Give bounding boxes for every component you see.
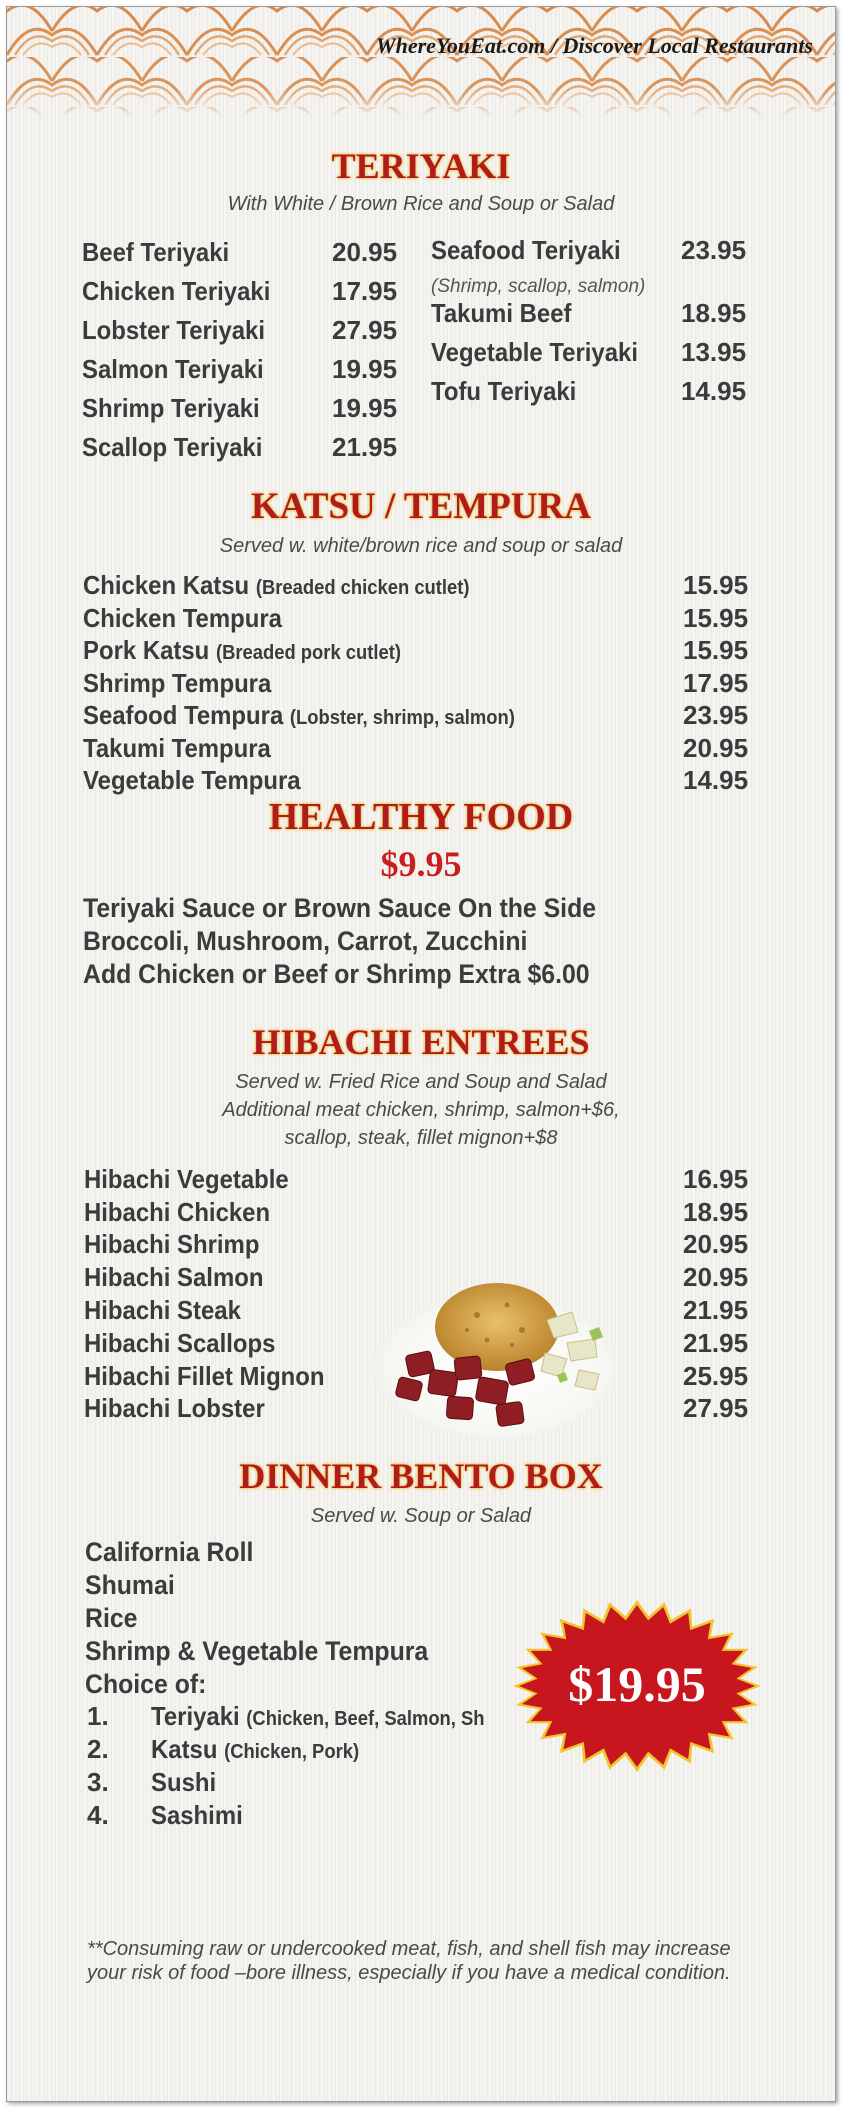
- menu-item-name: Seafood Tempura (Lobster, shrimp, salmon): [83, 700, 515, 730]
- menu-item-price: 23.95: [683, 700, 749, 730]
- hibachi-subtitle: Additional meat chicken, shrimp, salmon+$6,: [222, 1099, 620, 1121]
- menu-item-name: Shrimp Tempura: [83, 668, 272, 698]
- menu-item-name: Seafood Teriyaki: [431, 235, 621, 265]
- section-title-teriyaki: TERIYAKI: [331, 146, 511, 186]
- hibachi-food-image: [367, 1275, 627, 1445]
- katsu-subtitle: Served w. white/brown rice and soup or salad: [219, 535, 623, 557]
- choice-item: Katsu (Chicken, Pork): [151, 1734, 360, 1764]
- menu-item-name: Takumi Tempura: [83, 733, 271, 763]
- menu-item-price: 20.95: [683, 1262, 749, 1292]
- hibachi-subtitle: Served w. Fried Rice and Soup and Salad: [235, 1071, 607, 1093]
- menu-item-name: Hibachi Chicken: [84, 1197, 271, 1227]
- menu-item-price: 16.95: [683, 1164, 749, 1194]
- menu-item-name: Lobster Teriyaki: [82, 315, 266, 345]
- choice-item: Teriyaki (Chicken, Beef, Salmon, Sh: [151, 1701, 485, 1731]
- menu-item-price: 21.95: [683, 1328, 749, 1358]
- menu-item-price: 21.95: [332, 432, 398, 462]
- menu-item-price: 20.95: [332, 237, 398, 267]
- healthy-line: Teriyaki Sauce or Brown Sauce On the Side: [83, 893, 597, 923]
- menu-item-name: Shrimp Teriyaki: [82, 393, 260, 423]
- bento-price-starburst: [512, 1599, 762, 1774]
- menu-item-name: Hibachi Shrimp: [84, 1229, 260, 1259]
- menu-item-name: Scallop Teriyaki: [82, 432, 263, 462]
- menu-item-name: Salmon Teriyaki: [82, 354, 264, 384]
- healthy-line: Add Chicken or Beef or Shrimp Extra $6.00: [83, 959, 590, 989]
- choice-item: Sushi: [151, 1767, 217, 1797]
- menu-item-price: 21.95: [683, 1295, 749, 1325]
- menu-item-name: Pork Katsu (Breaded pork cutlet): [83, 635, 402, 665]
- menu-item-price: 15.95: [683, 570, 749, 600]
- teriyaki-subtitle: With White / Brown Rice and Soup or Salad: [227, 193, 615, 215]
- menu-item-name: Vegetable Tempura: [83, 765, 301, 795]
- menu-item-price: 17.95: [683, 668, 749, 698]
- section-title-katsu-tempura: KATSU / TEMPURA: [251, 486, 591, 527]
- menu-item-name: Hibachi Scallops: [84, 1328, 276, 1358]
- hibachi-subtitle: scallop, steak, fillet mignon+$8: [284, 1127, 558, 1149]
- bento-price: $19.95: [568, 1656, 706, 1712]
- bento-line: Choice of:: [85, 1669, 207, 1699]
- wave-pattern-decoration: [7, 7, 835, 117]
- menu-item-name: Beef Teriyaki: [82, 237, 230, 267]
- bento-subtitle: Served w. Soup or Salad: [310, 1505, 532, 1527]
- choice-item: Sashimi: [151, 1800, 243, 1830]
- menu-item-price: 17.95: [332, 276, 398, 306]
- menu-item-name: Hibachi Steak: [84, 1295, 241, 1325]
- bento-line: Shumai: [85, 1570, 175, 1600]
- menu-item-price: 27.95: [683, 1393, 749, 1423]
- menu-item-price: 18.95: [683, 1197, 749, 1227]
- bento-line: Rice: [85, 1603, 138, 1633]
- menu-page: [6, 6, 836, 2102]
- menu-item-price: 15.95: [683, 635, 749, 665]
- menu-item-name: Tofu Teriyaki: [431, 376, 577, 406]
- menu-item-price: 27.95: [332, 315, 398, 345]
- menu-item-name: Hibachi Salmon: [84, 1262, 264, 1292]
- watermark: WhereYouEat.com / Discover Local Restaurants: [376, 33, 813, 58]
- section-title-dinner-bento-box: DINNER BENTO BOX: [239, 1456, 603, 1496]
- section-title-hibachi: HIBACHI ENTREES: [252, 1022, 590, 1062]
- section-title-healthy-food: HEALTHY FOOD: [268, 796, 574, 838]
- menu-item-price: 15.95: [683, 603, 749, 633]
- menu-item-price: 14.95: [681, 376, 747, 406]
- bento-line: Shrimp & Vegetable Tempura: [85, 1636, 429, 1666]
- menu-item-price: 25.95: [683, 1361, 749, 1391]
- bento-line: California Roll: [85, 1537, 254, 1567]
- healthy-food-price: $9.95: [380, 844, 462, 884]
- seafood-teriyaki-note: (Shrimp, scallop, salmon): [431, 276, 646, 297]
- menu-item-price: 13.95: [681, 337, 747, 367]
- menu-item-name: Takumi Beef: [431, 298, 572, 328]
- menu-item-name: Chicken Tempura: [83, 603, 282, 633]
- menu-item-name: Chicken Katsu (Breaded chicken cutlet): [83, 570, 470, 600]
- menu-item-name: Vegetable Teriyaki: [431, 337, 638, 367]
- menu-item-price: 20.95: [683, 1229, 749, 1259]
- menu-item-price: 20.95: [683, 733, 749, 763]
- food-safety-disclaimer: **Consuming raw or undercooked meat, fish, and shell fish may increase your risk of food –bore illness, especially if you have a medical condition.: [87, 1938, 731, 1984]
- menu-item-price: 23.95: [681, 235, 747, 265]
- menu-item-name: Hibachi Lobster: [84, 1393, 265, 1423]
- menu-item-price: 19.95: [332, 393, 398, 423]
- menu-item-name: Hibachi Vegetable: [84, 1164, 289, 1194]
- healthy-line: Broccoli, Mushroom, Carrot, Zucchini: [83, 926, 528, 956]
- menu-item-price: 19.95: [332, 354, 398, 384]
- choice-number: 2.: [87, 1734, 109, 1764]
- choice-number: 4.: [87, 1800, 109, 1830]
- menu-item-price: 14.95: [683, 765, 749, 795]
- menu-item-price: 18.95: [681, 298, 747, 328]
- choice-number: 3.: [87, 1767, 109, 1797]
- menu-item-name: Hibachi Fillet Mignon: [84, 1361, 325, 1391]
- choice-number: 1.: [87, 1701, 109, 1731]
- menu-item-name: Chicken Teriyaki: [82, 276, 271, 306]
